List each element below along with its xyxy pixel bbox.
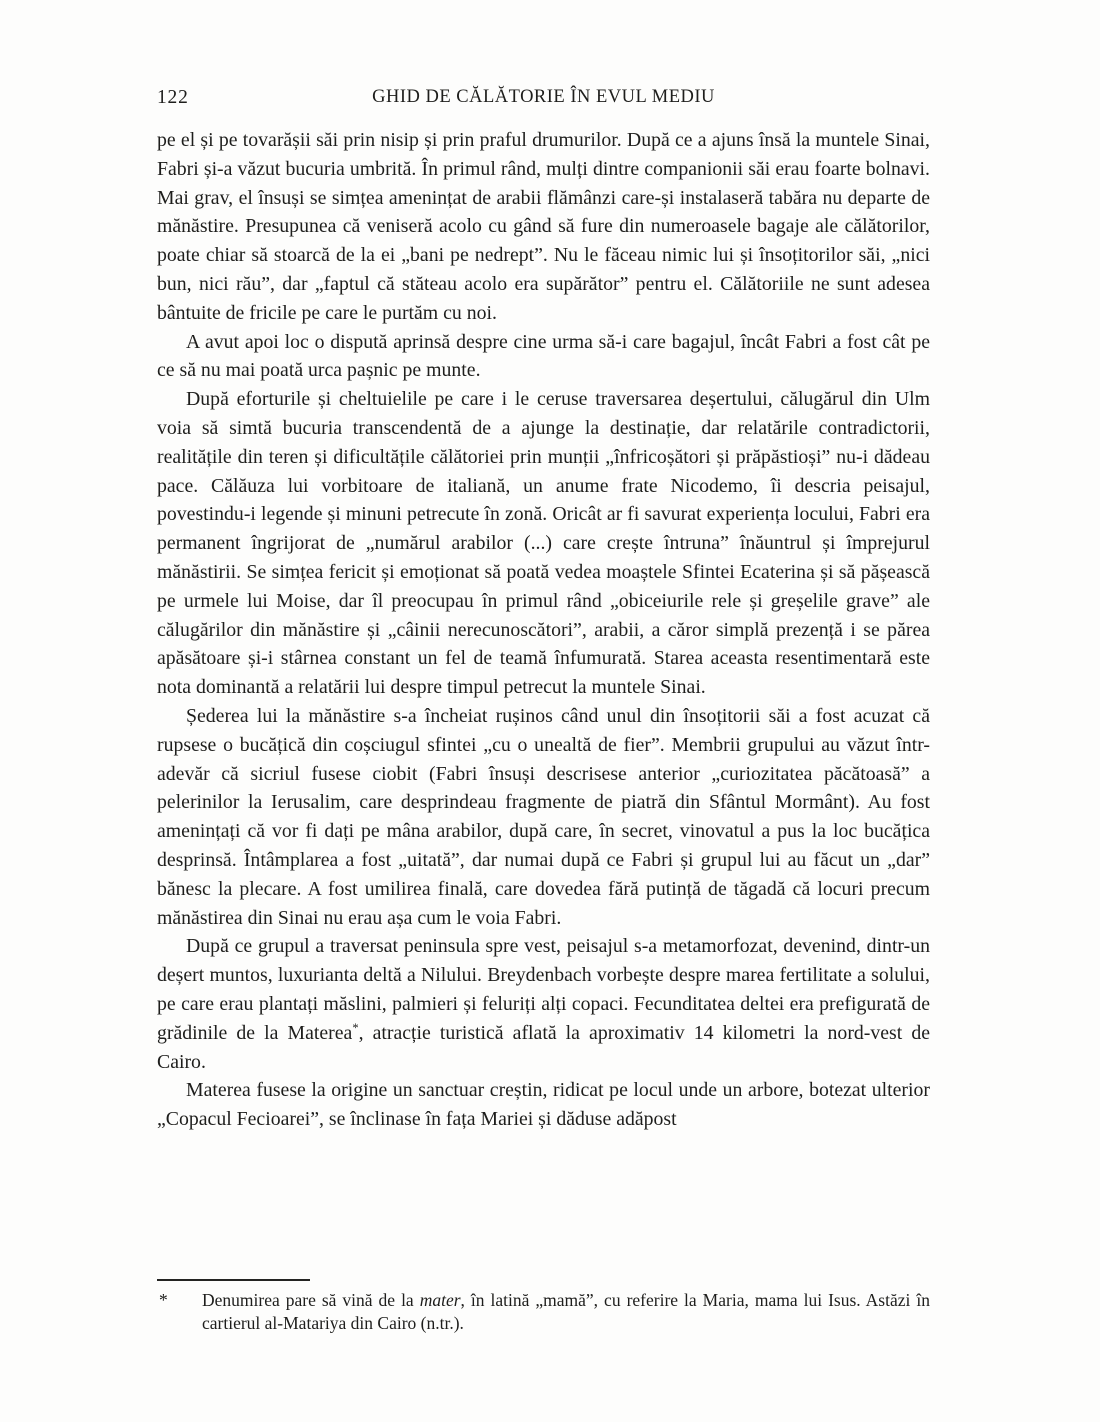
footnote-text-start: Denumirea pare să vină de la: [202, 1290, 420, 1310]
paragraph: Șederea lui la mănăstire s-a încheiat rușinos când unul din însoțitorii săi a fost acuzat că rupsese o bucățică din coșciugul sfintei „cu o unealtă de fier”. Membrii grupului au văzut într-adevăr că sicriul fusese ciobit (Fabri însuși descrisese anterior „curiozitatea păcătoasă” a pelerinilor la Ierusalim, care desprindeau fragmente de piatră din Sfântul Mormânt). Au fost amenințați că vor fi dați pe mâna arabilor, după care, în secret, vinovatul a pus la loc bucățica desprinsă. Întâmplarea a fost „uitată”, dar numai după ce Fabri și grupul lui au făcut un „dar” bănesc la plecare. A fost umilirea finală, care dovedea fără putință de tăgadă că locuri precum mănăstirea din Sinai nu erau așa cum le voia Fabri.: [157, 704, 930, 929]
page-number: 122: [157, 87, 189, 108]
footnote-area: [157, 1289, 930, 1336]
footnote-divider: [157, 1279, 310, 1281]
paragraph-text-before-note: După ce grupul a traversat peninsula spre vest, peisajul s-a metamorfozat, devenind, dintr-un deșert muntos, luxurianta deltă a Nilului. Breydenbach vorbește despre marea fertilitate a solului, pe care erau plantați măslini, palmieri și feluriți alți copaci. Fecunditatea deltei era prefigurată de grădinile de la Materea: [157, 935, 930, 1044]
footnote-italic-term: mater: [419, 1290, 461, 1310]
footnote-text: [202, 1289, 930, 1336]
page-header: [157, 86, 930, 112]
paragraph: După eforturile și cheltuielile pe care i le ceruse traversarea deșertului, călugărul din Ulm voia să simtă bucuria transcendentă de a ajunge la destinație, dar relatările contradictorii, realitățile din teren și dificultățile călătoriei prin munții „înfricoșători și prăpăstioși” nu-i dădeau pace. Călăuza lui vorbitoare de italiană, un anume frate Nicodemo, îi descria peisajul, povestindu-i legende și minuni petrecute în zonă. Oricât ar fi savurat experiența locului, Fabri era permanent îngrijorat de „numărul arabilor (...) care crește întruna” înăuntrul și împrejurul mănăstirii. Se simțea fericit și emoționat să poată vedea moaștele Sfintei Ecaterina și să pășească pe urmele lui Moise, dar îl preocupau în primul rând „obiceiurile rele și greșelile grave” ale călugărilor din mănăstire și „câinii nerecunoscători”, arabii, a căror simplă prezență i se părea apăsătoare și-i stârnea constant un fel de teamă înfumurată. Starea aceasta resentimentară este nota dominantă a relatării lui despre timpul petrecut la muntele Sinai.: [157, 388, 930, 699]
footnote-marker: *: [159, 1290, 168, 1310]
running-title: GHID DE CĂLĂTORIE ÎN EVUL MEDIU: [372, 87, 715, 107]
footnote-text-end: , în latină „mamă”, cu referire la Maria, mama lui Isus. Astăzi în cartierul al-Matariya din Cairo (n.tr.).: [202, 1290, 930, 1334]
paragraph: A avut apoi loc o dispută aprinsă despre cine urma să-i care bagajul, încât Fabri a fost cât pe ce să nu mai poată urca pașnic pe munte.: [157, 330, 930, 382]
body-text: [157, 126, 930, 1134]
paragraph: Materea fusese la origine un sanctuar creștin, ridicat pe locul unde un arbore, botezat ulterior „Copacul Fecioarei”, se înclinase în fața Mariei și dăduse adăpost: [157, 1079, 930, 1131]
paragraph-continuation: pe el și pe tovarășii săi prin nisip și prin praful drumurilor. După ce a ajuns însă la muntele Sinai, Fabri și-a văzut bucuria umbrită. În primul rând, mulți dintre companionii săi erau foarte bolnavi. Mai grav, el însuși se simțea amenințat de arabii flămânzi care-și instalaseră tabăra nu departe de mănăstire. Presupunea că veniseră acolo cu gând să fure din numeroasele bagaje ale călătorilor, poate chiar să stoarcă de la ei „bani pe nedrept”. Nu le făceau nimic lui și însoțitorilor săi, „nici bun, nici rău”, dar „faptul că stăteau acolo era supărător” pentru el. Călătoriile ne sunt adesea bântuite de fricile pe care le purtăm cu noi.: [157, 129, 930, 324]
footnote-reference: *: [352, 1020, 359, 1035]
paragraph-text-after-note: , atracție turistică aflată la aproximativ 14 kilometri la nord-vest de Cairo.: [157, 1021, 931, 1073]
paragraph-with-footnote-ref: [157, 932, 930, 1076]
